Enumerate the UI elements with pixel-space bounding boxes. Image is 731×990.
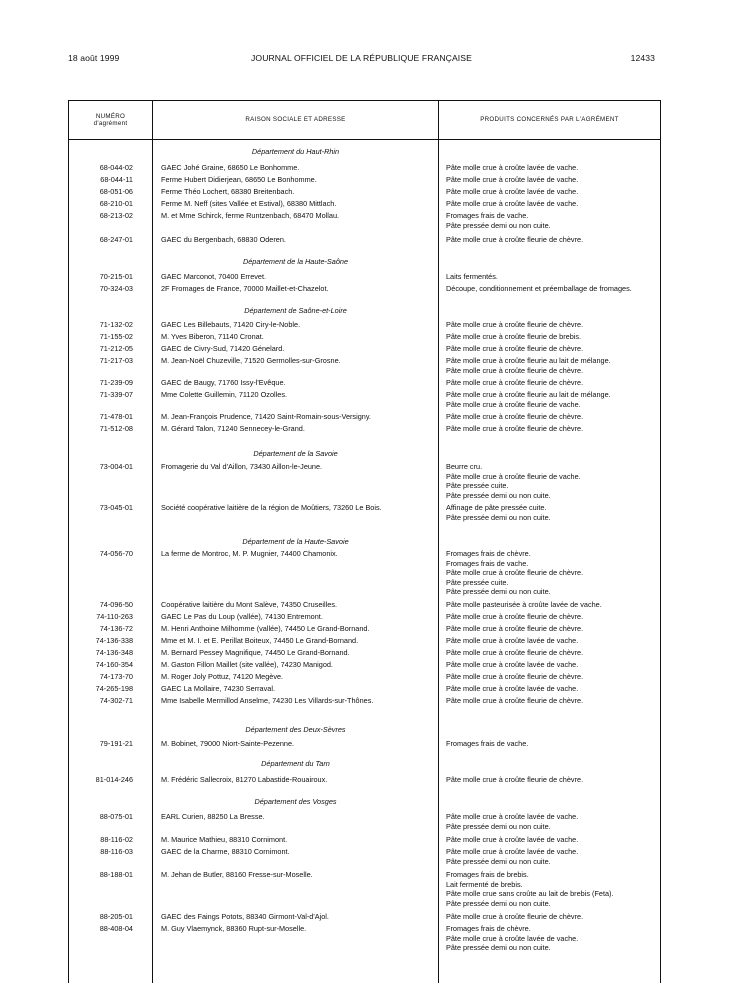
produit-line: Fromages frais de vache. xyxy=(446,739,529,748)
produit-line: Pâte molle crue à croûte fleurie de chèvre. xyxy=(446,612,584,621)
produit-line: Laits fermentés. xyxy=(446,272,498,281)
page-header xyxy=(68,53,655,67)
produit-line: Fromages frais de brebis. xyxy=(446,870,529,879)
produit-line: Pâte molle crue à croûte fleurie de chèvre. xyxy=(446,568,584,578)
raison-sociale: M. Bernard Pessey Magnifique, 74450 Le Grand-Bornand. xyxy=(161,648,350,657)
produit-line: Pâte molle crue à croûte fleurie au lait de mélange. xyxy=(446,390,611,399)
produit-line: Pâte molle crue à croûte fleurie de chèvre. xyxy=(446,365,584,375)
header-numero xyxy=(69,101,152,139)
raison-sociale: EARL Curien, 88250 La Bresse. xyxy=(161,812,265,821)
produit-line: Pâte pressée cuite. xyxy=(446,577,509,587)
raison-sociale: GAEC de Baugy, 71760 Issy-l'Evêque. xyxy=(161,378,286,387)
produit-line: Pâte molle crue à croûte fleurie au lait de mélange. xyxy=(446,356,611,365)
numero-agrement: 74-056-70 xyxy=(99,549,133,558)
produit-line: Pâte pressée demi ou non cuite. xyxy=(446,856,551,866)
produit-line: Pâte molle crue sans croûte au lait de brebis (Feta). xyxy=(446,889,614,899)
numero-agrement: 73-004-01 xyxy=(99,462,133,471)
produit-line: Pâte molle crue à croûte fleurie de brebis. xyxy=(446,332,582,341)
raison-sociale: M. Jehan de Butler, 88160 Fresse-sur-Moselle. xyxy=(161,870,313,879)
numero-agrement: 68-044-11 xyxy=(100,175,133,184)
agrement-table xyxy=(68,100,661,983)
produit-line: Affinage de pâte pressée cuite. xyxy=(446,503,547,512)
numero-agrement: 71-217-03 xyxy=(99,356,133,365)
produit-line: Pâte molle crue à croûte lavée de vache. xyxy=(446,835,579,844)
numero-agrement: 68-210-01 xyxy=(99,199,133,208)
department-heading: Département de Saône-et-Loire xyxy=(244,306,347,315)
produit-line: Pâte molle crue à croûte fleurie de chèvre. xyxy=(446,378,584,387)
table-header xyxy=(69,101,660,140)
raison-sociale: M. Gaston Fillon Maillet (site vallée), 74230 Manigod. xyxy=(161,660,333,669)
raison-sociale: Mme Isabelle Mermillod Anselme, 74230 Les Villards-sur-Thônes. xyxy=(161,696,374,705)
header-raison-sociale: RAISON SOCIALE ET ADRESSE xyxy=(245,116,346,124)
produit-line: Pâte molle crue à croûte lavée de vache. xyxy=(446,636,579,645)
raison-sociale: GAEC du Bergenbach, 68830 Oderen. xyxy=(161,235,286,244)
header-date: 18 août 1999 xyxy=(68,53,120,63)
raison-sociale: M. Henri Anthoine Milhomme (vallée), 74450 Le Grand-Bornand. xyxy=(161,624,370,633)
produit-line: Fromages frais de vache. xyxy=(446,211,529,220)
raison-sociale: Mme Colette Guillemin, 71120 Ozolles. xyxy=(161,390,287,399)
raison-sociale: Fromagerie du Val d'Aillon, 73430 Aillon-le-Jeune. xyxy=(161,462,323,471)
numero-agrement: 74-136-338 xyxy=(95,636,133,645)
produit-line: Pâte molle crue à croûte fleurie de chèvre. xyxy=(446,235,584,244)
raison-sociale: Ferme Hubert Didierjean, 68650 Le Bonhomme. xyxy=(161,175,317,184)
numero-agrement: 70-324-03 xyxy=(99,284,133,293)
produit-line: Pâte pressée demi ou non cuite. xyxy=(446,943,551,953)
numero-agrement: 88-205-01 xyxy=(99,912,133,921)
numero-agrement: 74-136-348 xyxy=(95,648,133,657)
produit-line: Pâte molle crue à croûte fleurie de chèvre. xyxy=(446,696,584,705)
numero-agrement: 71-512-08 xyxy=(99,424,133,433)
produit-line: Fromages frais de vache. xyxy=(446,558,529,568)
department-heading: Département du Haut-Rhin xyxy=(251,147,340,156)
numero-agrement: 79-191-21 xyxy=(99,739,133,748)
numero-agrement: 74-096-50 xyxy=(99,600,133,609)
raison-sociale: M. Jean-François Prudence, 71420 Saint-Romain-sous-Versigny. xyxy=(161,412,371,421)
produit-line: Pâte molle crue à croûte fleurie de chèvre. xyxy=(446,344,584,353)
produit-line: Pâte molle crue à croûte fleurie de chèvre. xyxy=(446,624,584,633)
page-number: 12433 xyxy=(630,53,655,63)
produit-line: Pâte molle crue à croûte fleurie de chèvre. xyxy=(446,320,584,329)
raison-sociale: Ferme Théo Lochert, 68380 Breitenbach. xyxy=(161,187,295,196)
numero-agrement: 88-075-01 xyxy=(99,812,133,821)
raison-sociale: GAEC des Faings Potots, 88340 Girmont-Val-d'Ajol. xyxy=(161,912,329,921)
numero-agrement: 74-265-198 xyxy=(95,684,133,693)
raison-sociale: GAEC Johé Graine, 68650 Le Bonhomme. xyxy=(161,163,300,172)
numero-agrement: 88-408-04 xyxy=(99,924,133,933)
produit-line: Fromages frais de chèvre. xyxy=(446,924,531,933)
produit-line: Pâte molle crue à croûte lavée de vache. xyxy=(446,175,579,184)
raison-sociale: M. Roger Joly Pottuz, 74120 Megève. xyxy=(161,672,284,681)
raison-sociale: M. Guy Vlaemynck, 88360 Rupt-sur-Moselle. xyxy=(161,924,307,933)
raison-sociale: La ferme de Montroc, M. P. Mugnier, 74400 Chamonix. xyxy=(161,549,338,558)
produit-line: Beurre cru. xyxy=(446,462,483,471)
produit-line: Pâte molle crue à croûte fleurie de vache. xyxy=(446,399,581,409)
produit-line: Pâte molle crue à croûte lavée de vache. xyxy=(446,199,579,208)
numero-agrement: 68-044-02 xyxy=(99,163,133,172)
numero-agrement: 88-116-03 xyxy=(100,847,133,856)
numero-agrement: 88-116-02 xyxy=(100,835,133,844)
raison-sociale: M. Bobinet, 79000 Niort-Sainte-Pezenne. xyxy=(161,739,295,748)
department-heading: Département de la Haute-Savoie xyxy=(242,537,349,546)
produit-line: Pâte molle crue à croûte fleurie de chèvre. xyxy=(446,412,584,421)
department-heading: Département des Vosges xyxy=(254,797,337,806)
produit-line: Pâte pressée demi ou non cuite. xyxy=(446,220,551,230)
produit-line: Lait fermenté de brebis. xyxy=(446,879,523,889)
produit-line: Pâte molle crue à croûte fleurie de chèvre. xyxy=(446,648,584,657)
raison-sociale: GAEC Marconot, 70400 Errevet. xyxy=(161,272,267,281)
journal-title: JOURNAL OFFICIEL DE LA RÉPUBLIQUE FRANÇAISE xyxy=(251,53,472,63)
produit-line: Pâte molle crue à croûte fleurie de chèvre. xyxy=(446,912,584,921)
department-heading: Département du Tarn xyxy=(261,759,330,768)
raison-sociale: M. Jean-Noël Chuzeville, 71520 Germolles-sur-Grosne. xyxy=(161,356,341,365)
raison-sociale: GAEC Le Pas du Loup (vallée), 74130 Entremont. xyxy=(161,612,323,621)
numero-agrement: 74-302-71 xyxy=(99,696,133,705)
raison-sociale: GAEC La Mollaire, 74230 Serraval. xyxy=(161,684,275,693)
numero-agrement: 73-045-01 xyxy=(99,503,133,512)
raison-sociale: Coopérative laitière du Mont Salève, 74350 Cruseilles. xyxy=(161,600,338,609)
raison-sociale: M. Gérard Talon, 71240 Sennecey-le-Grand. xyxy=(161,424,305,433)
raison-sociale: GAEC de la Charme, 88310 Cornimont. xyxy=(161,847,290,856)
numero-agrement: 74-136-72 xyxy=(99,624,133,633)
numero-agrement: 88-188-01 xyxy=(99,870,133,879)
produit-line: Pâte molle crue à croûte lavée de vache. xyxy=(446,660,579,669)
raison-sociale: M. Maurice Mathieu, 88310 Cornimont. xyxy=(161,835,288,844)
produit-line: Pâte molle crue à croûte fleurie de vache. xyxy=(446,471,581,481)
produit-line: Pâte molle crue à croûte lavée de vache. xyxy=(446,812,579,821)
produit-line: Pâte pressée demi ou non cuite. xyxy=(446,898,551,908)
produit-line: Pâte pressée demi ou non cuite. xyxy=(446,821,551,831)
produit-line: Découpe, conditionnement et préemballage de fromages. xyxy=(446,284,632,293)
numero-agrement: 71-132-02 xyxy=(99,320,133,329)
numero-agrement: 71-239-09 xyxy=(99,378,133,387)
produit-line: Pâte pressée demi ou non cuite. xyxy=(446,512,551,522)
department-heading: Département de la Savoie xyxy=(253,449,338,458)
produit-line: Fromages frais de chèvre. xyxy=(446,549,531,558)
produit-line: Pâte molle crue à croûte fleurie de chèvre. xyxy=(446,775,584,784)
produit-line: Pâte molle crue à croûte fleurie de chèvre. xyxy=(446,424,584,433)
numero-agrement: 71-339-07 xyxy=(99,390,133,399)
numero-agrement: 71-212-05 xyxy=(99,344,133,353)
produit-line: Pâte pressée demi ou non cuite. xyxy=(446,490,551,500)
produit-line: Pâte molle crue à croûte lavée de vache. xyxy=(446,847,579,856)
produit-line: Pâte molle pasteurisée à croûte lavée de vache. xyxy=(446,600,602,609)
numero-agrement: 74-110-263 xyxy=(96,612,133,621)
raison-sociale: M. et Mme Schirck, ferme Runtzenbach, 68470 Mollau. xyxy=(161,211,340,220)
header-produits: PRODUITS CONCERNÉS PAR L'AGRÉMENT xyxy=(480,116,619,124)
raison-sociale: 2F Fromages de France, 70000 Maillet-et-Chazelot. xyxy=(161,284,329,293)
raison-sociale: Société coopérative laitière de la région de Moûtiers, 73260 Le Bois. xyxy=(161,503,382,512)
numero-agrement: 71-155-02 xyxy=(99,332,133,341)
produit-line: Pâte molle crue à croûte lavée de vache. xyxy=(446,163,579,172)
produit-line: Pâte molle crue à croûte fleurie de chèvre. xyxy=(446,672,584,681)
produit-line: Pâte molle crue à croûte lavée de vache. xyxy=(446,187,579,196)
raison-sociale: M. Frédéric Sallecroix, 81270 Labastide-Rouairoux. xyxy=(161,775,328,784)
produit-line: Pâte pressée cuite. xyxy=(446,481,509,491)
header-numero-line2: d'agrément xyxy=(93,120,128,127)
header-numero-line1: NUMÉRO xyxy=(95,112,126,120)
department-heading: Département des Deux-Sèvres xyxy=(245,725,346,734)
department-heading: Département de la Haute-Saône xyxy=(242,257,349,266)
raison-sociale: Ferme M. Neff (sites Vallée et Estival), 68380 Mittlach. xyxy=(161,199,337,208)
numero-agrement: 68-213-02 xyxy=(99,211,133,220)
produit-line: Pâte molle crue à croûte lavée de vache. xyxy=(446,933,579,943)
raison-sociale: GAEC de Civry-Sud, 71420 Génelard. xyxy=(161,344,285,353)
numero-agrement: 68-247-01 xyxy=(99,235,133,244)
numero-agrement: 74-160-354 xyxy=(95,660,133,669)
produit-line: Pâte pressée demi ou non cuite. xyxy=(446,587,551,597)
raison-sociale: M. Yves Biberon, 71140 Cronat. xyxy=(161,332,264,341)
raison-sociale: GAEC Les Billebauts, 71420 Ciry-le-Noble. xyxy=(161,320,301,329)
numero-agrement: 70-215-01 xyxy=(99,272,133,281)
produit-line: Pâte molle crue à croûte lavée de vache. xyxy=(446,684,579,693)
raison-sociale: Mme et M. I. et E. Perillat Boiteux, 74450 Le Grand-Bornand. xyxy=(161,636,359,645)
numero-agrement: 74-173-70 xyxy=(99,672,133,681)
numero-agrement: 68-051-06 xyxy=(99,187,133,196)
table-body xyxy=(69,140,660,983)
numero-agrement: 71-478-01 xyxy=(99,412,133,421)
numero-agrement: 81-014-246 xyxy=(95,775,133,784)
